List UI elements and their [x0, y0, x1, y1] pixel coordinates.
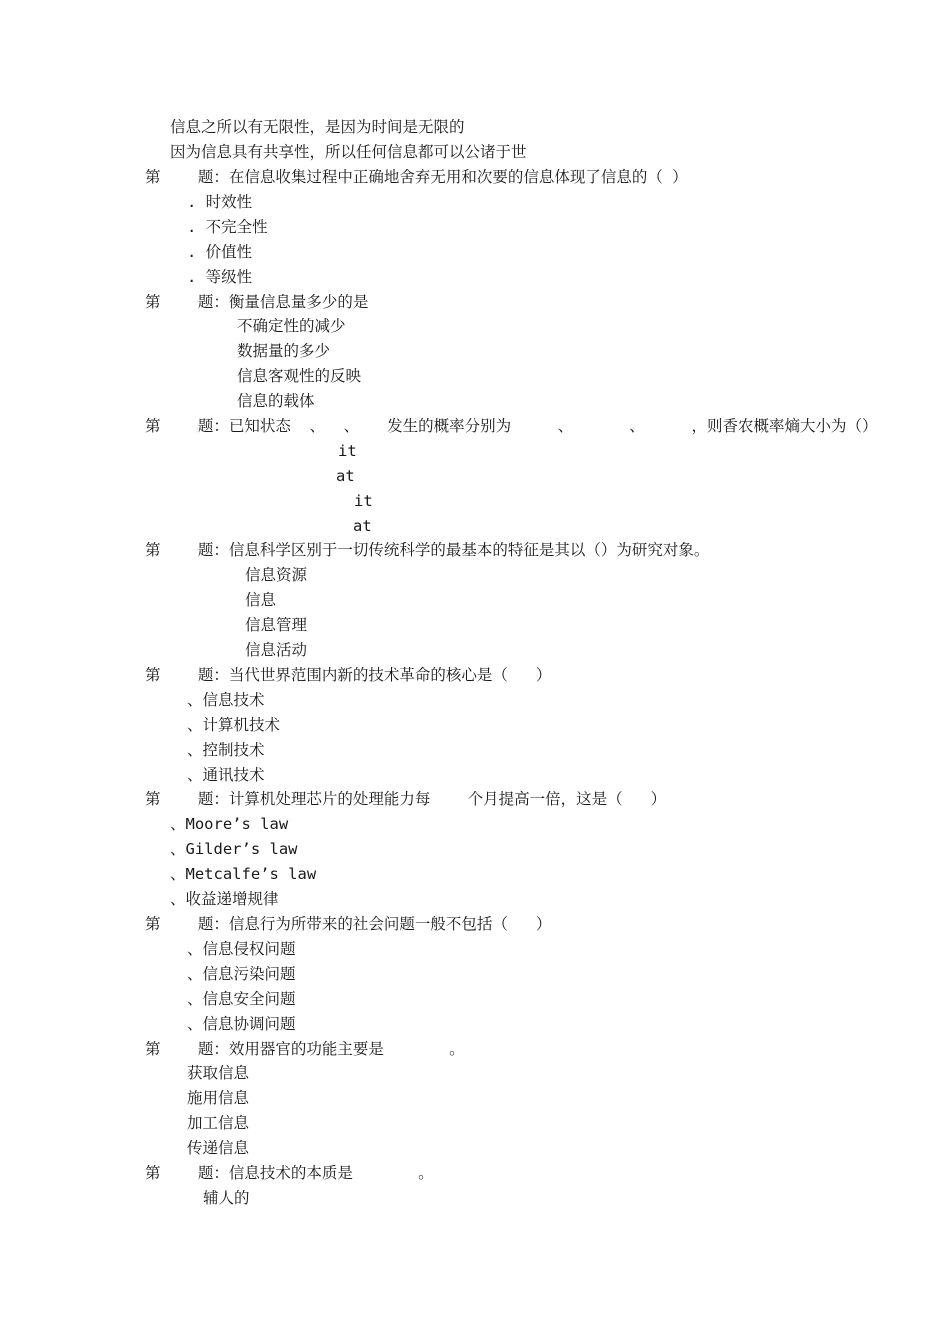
option-line: 传递信息 — [187, 1139, 250, 1157]
option-line: 获取信息 — [187, 1064, 250, 1082]
option-line: 施用信息 — [187, 1089, 250, 1107]
option-line: 、控制技术 — [187, 741, 265, 759]
text-line: 信息之所以有无限性，是因为时间是无限的 — [170, 118, 465, 136]
option-line: 、通讯技术 — [187, 766, 265, 784]
option-line: 、信息安全问题 — [187, 990, 296, 1008]
question-line: 第 题：在信息收集过程中正确地舍弃无用和次要的信息体现了信息的（ ） — [145, 168, 688, 186]
option-line: 、信息协调问题 — [187, 1015, 296, 1033]
option-line: 信息 — [245, 591, 277, 609]
option-line: it — [338, 442, 357, 460]
option-line: 辅人的 — [203, 1189, 250, 1207]
option-line: 不确定性的减少 — [237, 317, 346, 335]
question-line: 第 题：当代世界范围内新的技术革命的核心是（ ） — [145, 666, 552, 684]
question-line: 第 题：信息科学区别于一切传统科学的最基本的特征是其以（）为研究对象。 — [145, 541, 710, 559]
option-line: 数据量的多少 — [237, 342, 331, 360]
option-line: 信息资源 — [245, 566, 308, 584]
option-line: . 等级性 — [187, 268, 253, 286]
option-line: 、计算机技术 — [187, 716, 281, 734]
option-line: 、信息侵权问题 — [187, 940, 296, 958]
question-line: 第 题：效用器官的功能主要是 。 — [145, 1040, 465, 1058]
question-line: 第 题：衡量信息量多少的是 — [145, 293, 369, 311]
question-line: 第 题：计算机处理芯片的处理能力每 个月提高一倍，这是（ ） — [145, 790, 667, 808]
option-line: 、信息技术 — [187, 691, 265, 709]
option-line: 、收益递增规律 — [170, 890, 279, 908]
option-line: 信息活动 — [245, 641, 308, 659]
option-line: . 价值性 — [187, 243, 253, 261]
option-line: 信息管理 — [245, 616, 308, 634]
question-line: 第 题：信息行为所带来的社会问题一般不包括（ ） — [145, 915, 552, 933]
option-line: . 不完全性 — [187, 218, 268, 236]
option-line: . 时效性 — [187, 193, 253, 211]
option-line: 、Metcalfe’s law — [170, 865, 317, 883]
question-line: 第 题：已知状态 、 、 发生的概率分别为 、 、 ，则香农概率熵大小为（） — [145, 417, 878, 435]
option-line: 、Gilder’s law — [170, 840, 298, 858]
question-line: 第 题：信息技术的本质是 。 — [145, 1164, 434, 1182]
option-line: 、Moore’s law — [170, 815, 289, 833]
option-line: 信息的载体 — [237, 392, 315, 410]
option-line: 信息客观性的反映 — [237, 367, 362, 385]
option-line: at — [336, 467, 355, 485]
option-line: at — [353, 517, 372, 535]
option-line: 加工信息 — [187, 1114, 250, 1132]
option-line: it — [354, 492, 373, 510]
text-line: 因为信息具有共享性，所以任何信息都可以公诸于世 — [170, 143, 527, 161]
option-line: 、信息污染问题 — [187, 965, 296, 983]
